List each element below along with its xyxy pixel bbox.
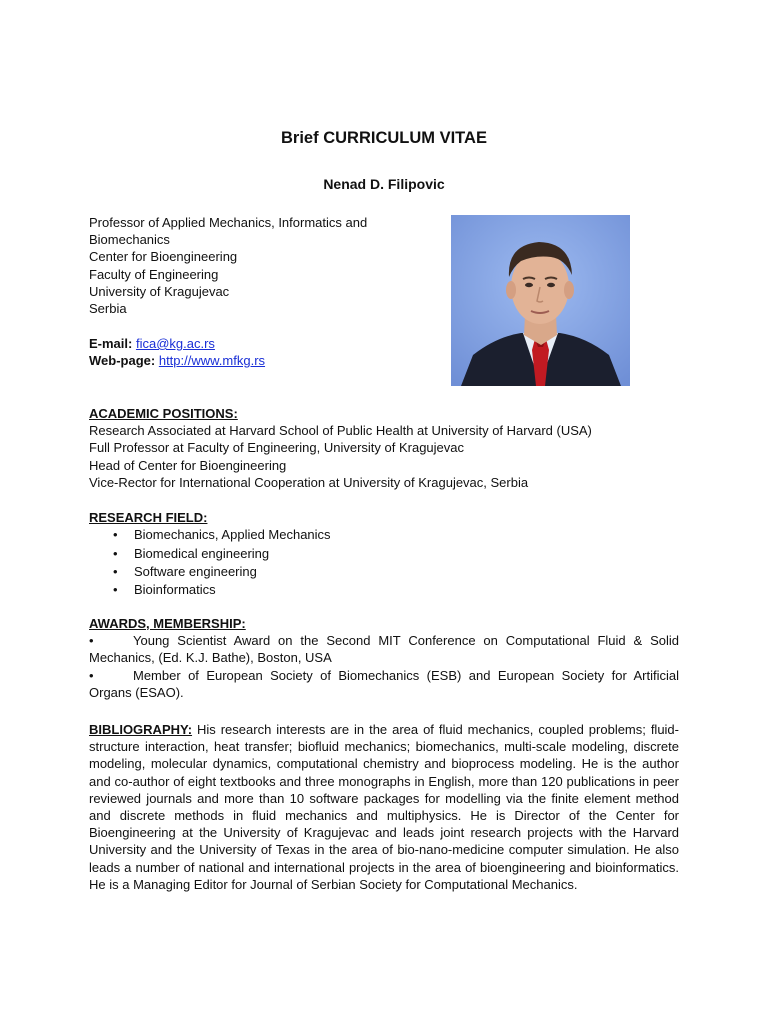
academic-heading: ACADEMIC POSITIONS: bbox=[89, 406, 238, 421]
affiliation-line: Center for Bioengineering bbox=[89, 249, 238, 265]
bullet-icon: • bbox=[89, 667, 94, 683]
bibliography-section bbox=[89, 721, 679, 893]
research-item: • Bioinformatics bbox=[89, 581, 679, 599]
research-item: • Biomechanics, Applied Mechanics bbox=[89, 526, 679, 544]
web-label: Web-page: bbox=[89, 353, 156, 369]
academic-item: Vice-Rector for International Cooperation at University of Kragujevac, Serbia bbox=[89, 474, 529, 490]
award-text: Member of European Society of Biomechanics (ESB) and European Society for Artificial Organs (ESAO). bbox=[89, 667, 679, 700]
affiliation-line: Serbia bbox=[89, 301, 127, 317]
bibliography-text: His research interests are in the area of fluid mechanics, coupled problems; fluid-structure interaction, heat transfer; biofluid mechanics; biomechanics, multi-scale modeling, discrete modeling, molecular dynamics, computational chemistry and bioprocess modeling. He is the author and co-author of eight textbooks and three monographs in English, more than 120 publications in peer reviewed journals and more than 10 software packages for modelling via the finite element method and discrete methods in fluid mechanics and multiphysics. He is Director of the Center for Bioengineering at the University of Kragujevac and leads joint research projects with the Harvard University and the University of Texas in the area of bio-nano-medicine computer simulation. He also leads a number of national and international projects in the area of bioengineering and bioinformatics. He is a Managing Editor for Journal of Serbian Society for Computational Mechanics. bbox=[89, 722, 679, 892]
research-heading: RESEARCH FIELD: bbox=[89, 510, 208, 525]
academic-item: Research Associated at Harvard School of Public Health at University of Harvard (USA) bbox=[89, 423, 592, 439]
bullet-icon: • bbox=[89, 633, 94, 649]
affiliation-line: University of Kragujevac bbox=[89, 283, 230, 299]
award-item bbox=[89, 632, 679, 666]
academic-positions-section bbox=[89, 405, 679, 491]
award-item bbox=[89, 667, 679, 701]
award-text: Young Scientist Award on the Second MIT Conference on Computational Fluid & Solid Mechanics, (Ed. K.J. Bathe), Boston, USA bbox=[89, 633, 679, 666]
email-link[interactable]: fica@kg.ac.rs bbox=[135, 336, 215, 351]
research-item: • Biomedical engineering bbox=[89, 545, 679, 563]
person-name: Nenad D. Filipovic bbox=[323, 176, 445, 192]
document-title: Brief CURRICULUM VITAE bbox=[281, 129, 487, 147]
affiliation-line: Professor of Applied Mechanics, Informatics and bbox=[89, 215, 368, 230]
web-link[interactable]: http://www.mfkg.rs bbox=[158, 353, 266, 369]
academic-item: Full Professor at Faculty of Engineering, University of Kragujevac bbox=[89, 440, 465, 456]
awards-section bbox=[89, 615, 679, 701]
email-label: E-mail: bbox=[89, 336, 133, 351]
research-list bbox=[89, 526, 679, 599]
affiliation-block bbox=[89, 214, 419, 317]
bibliography-heading: BIBLIOGRAPHY: bbox=[89, 722, 193, 737]
affiliation-line: Biomechanics bbox=[89, 232, 170, 248]
academic-item: Head of Center for Bioengineering bbox=[89, 457, 287, 473]
contact-block bbox=[89, 335, 419, 369]
research-item: • Software engineering bbox=[89, 563, 679, 581]
portrait-photo bbox=[451, 215, 630, 386]
awards-heading: AWARDS, MEMBERSHIP: bbox=[89, 616, 246, 631]
affiliation-line: Faculty of Engineering bbox=[89, 266, 219, 282]
research-field-section bbox=[89, 509, 679, 599]
